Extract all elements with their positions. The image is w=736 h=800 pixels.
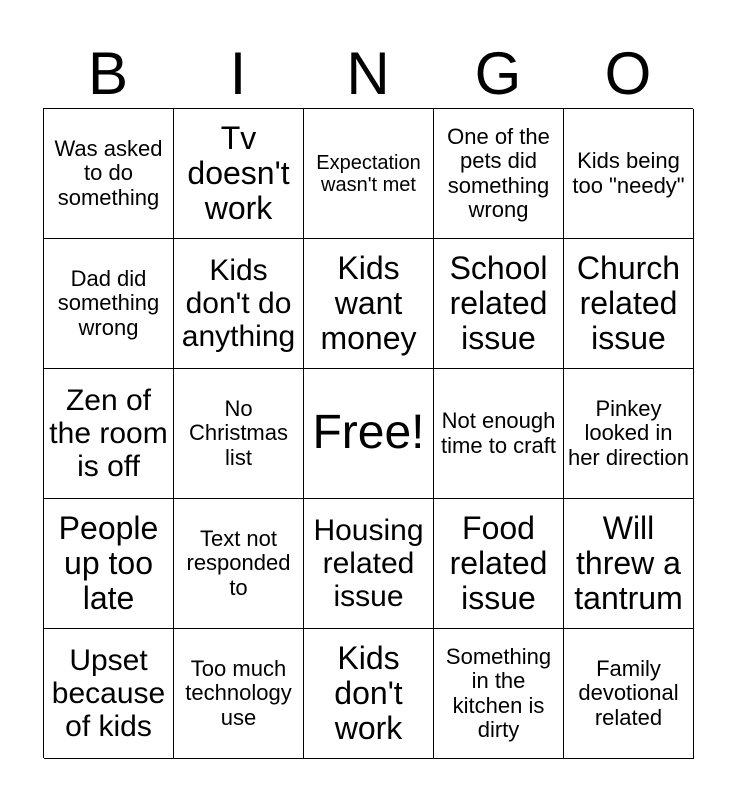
bingo-header (43, 40, 693, 108)
bingo-cell[interactable]: Upset because of kids (44, 629, 174, 759)
bingo-cell[interactable]: Will threw a tantrum (564, 499, 694, 629)
bingo-cell[interactable]: Housing related issue (304, 499, 434, 629)
bingo-cell[interactable]: Was asked to do something (44, 109, 174, 239)
bingo-cell[interactable]: Text not responded to (174, 499, 304, 629)
bingo-cell[interactable]: People up too late (44, 499, 174, 629)
bingo-cell[interactable]: Dad did something wrong (44, 239, 174, 369)
bingo-cell[interactable]: Expectation wasn't met (304, 109, 434, 239)
bingo-cell[interactable]: School related issue (434, 239, 564, 369)
bingo-cell[interactable]: Not enough time to craft (434, 369, 564, 499)
bingo-cell[interactable]: Zen of the room is off (44, 369, 174, 499)
bingo-cell[interactable]: Too much technology use (174, 629, 304, 759)
bingo-cell[interactable]: Something in the kitchen is dirty (434, 629, 564, 759)
header-letter-b: B (87, 40, 129, 107)
bingo-cell[interactable]: One of the pets did something wrong (434, 109, 564, 239)
bingo-cell[interactable]: Kids being too "needy" (564, 109, 694, 239)
header-letter-g: G (474, 40, 522, 107)
bingo-cell[interactable]: Food related issue (434, 499, 564, 629)
bingo-cell[interactable]: Kids don't do anything (174, 239, 304, 369)
header-letter-o: O (604, 40, 652, 107)
bingo-cell[interactable]: No Christmas list (174, 369, 304, 499)
bingo-cell[interactable]: Family devotional related (564, 629, 694, 759)
bingo-cell[interactable]: Pinkey looked in her direction (564, 369, 694, 499)
free-space-cell[interactable]: Free! (304, 369, 434, 499)
bingo-card-grid (43, 108, 693, 758)
bingo-cell[interactable]: Church related issue (564, 239, 694, 369)
bingo-cell[interactable]: Kids want money (304, 239, 434, 369)
bingo-cell[interactable]: Kids don't work (304, 629, 434, 759)
bingo-cell[interactable]: Tv doesn't work (174, 109, 304, 239)
header-letter-i: I (229, 40, 247, 107)
header-letter-n: N (346, 40, 390, 107)
